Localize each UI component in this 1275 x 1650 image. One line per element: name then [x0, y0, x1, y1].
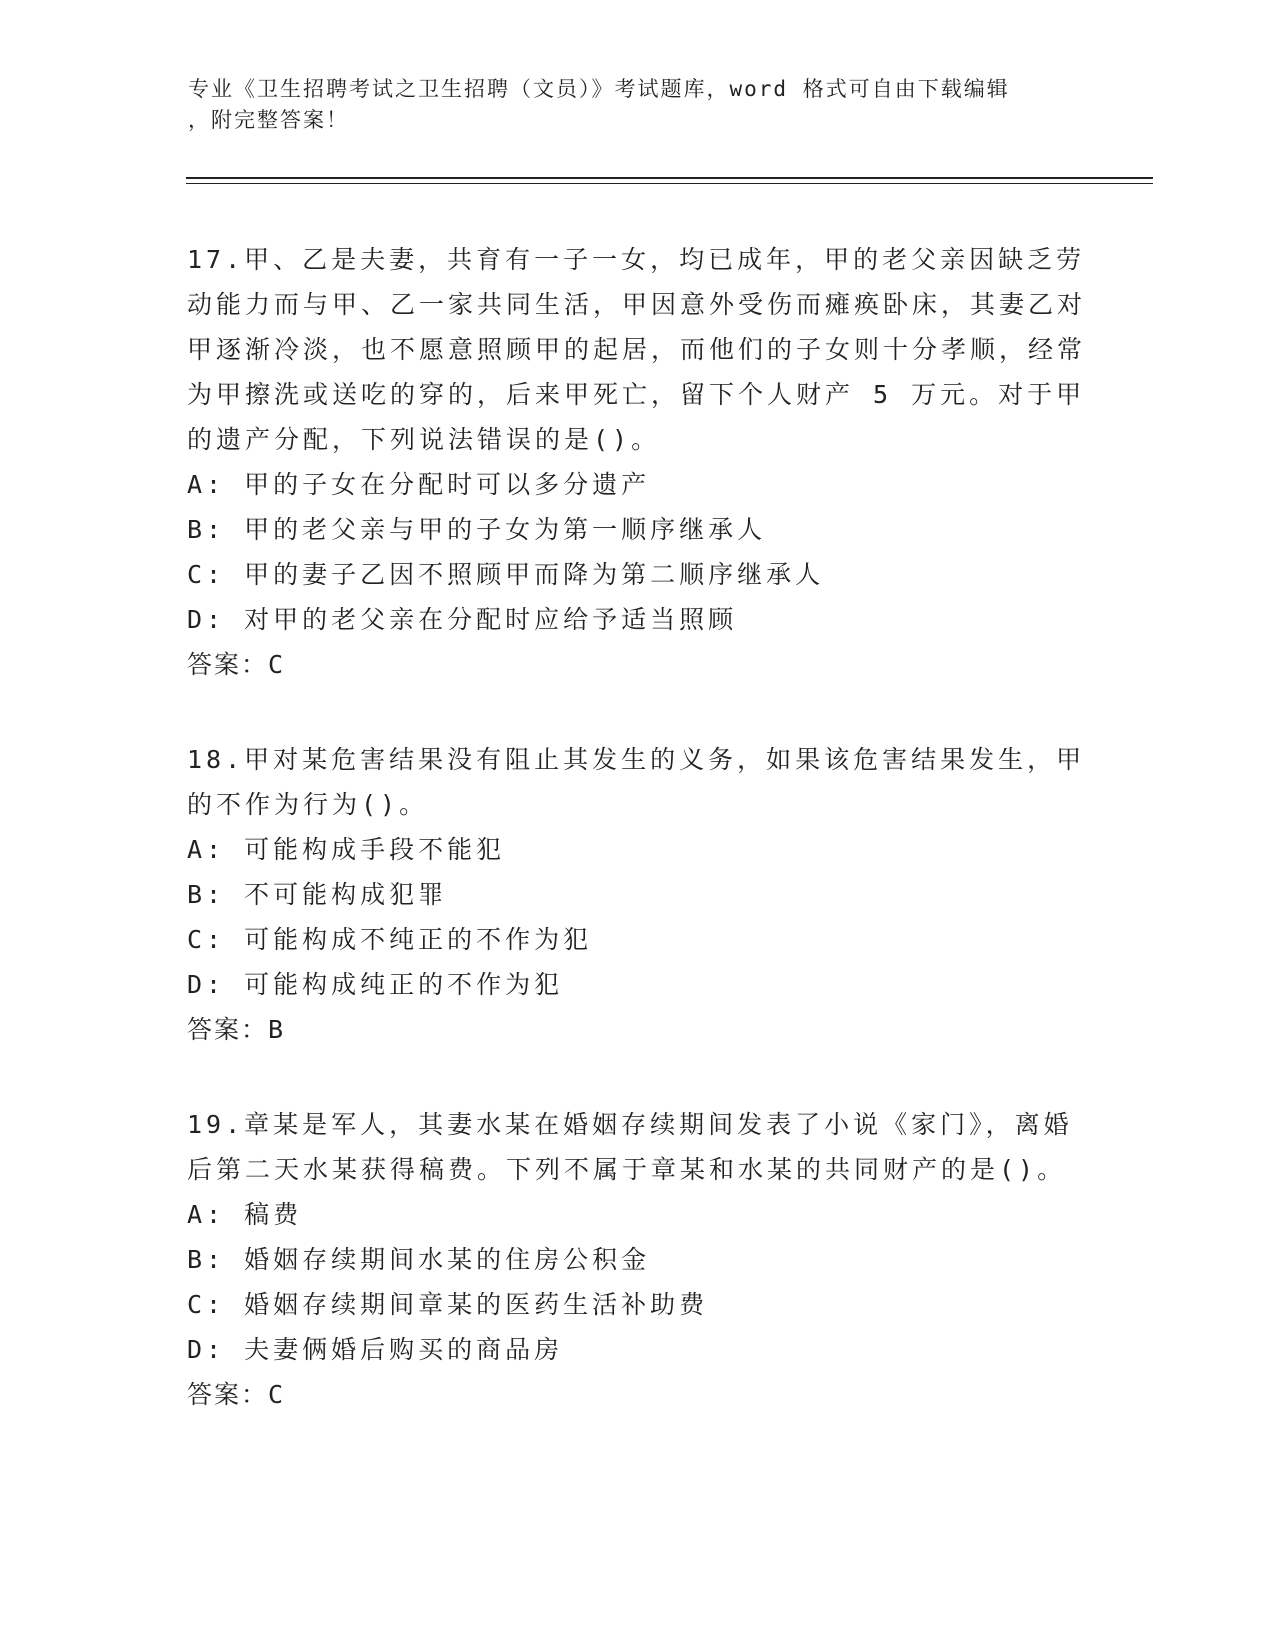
question-stem: 18.甲对某危害结果没有阻止其发生的义务，如果该危害结果发生，甲的不作为行为()。: [187, 745, 1086, 819]
answer-line: 答案：C: [187, 1380, 286, 1409]
option-a: A: 甲的子女在分配时可以多分遗产: [187, 470, 651, 499]
option-a: A: 稿费: [187, 1200, 303, 1229]
option-b: B: 不可能构成犯罪: [187, 880, 448, 909]
question-19: [187, 1102, 1087, 1417]
header-divider-thin: [186, 183, 1153, 184]
option-a: A: 可能构成手段不能犯: [187, 835, 506, 864]
option-c: C: 甲的妻子乙因不照顾甲而降为第二顺序继承人: [187, 560, 825, 589]
answer-line: 答案：B: [187, 1015, 286, 1044]
option-c: C: 可能构成不纯正的不作为犯: [187, 925, 593, 954]
header-divider-thick: [186, 177, 1153, 179]
header-line-2: ，附完整答案！: [188, 108, 349, 132]
header-line-1: 专业《卫生招聘考试之卫生招聘（文员）》考试题库，word 格式可自由下载编辑: [188, 77, 1010, 101]
option-b: B: 甲的老父亲与甲的子女为第一顺序继承人: [187, 515, 767, 544]
answer-line: 答案：C: [187, 650, 286, 679]
option-b: B: 婚姻存续期间水某的住房公积金: [187, 1245, 651, 1274]
document-header: [188, 74, 1068, 136]
question-stem: 19.章某是军人，其妻水某在婚姻存续期间发表了小说《家门》，离婚后第二天水某获得稿费。下列不属于章某和水某的共同财产的是()。: [187, 1110, 1073, 1184]
option-d: D: 可能构成纯正的不作为犯: [187, 970, 564, 999]
option-d: D: 对甲的老父亲在分配时应给予适当照顾: [187, 605, 738, 634]
question-stem: 17.甲、乙是夫妻，共育有一子一女，均已成年，甲的老父亲因缺乏劳动能力而与甲、乙一家共同生活，甲因意外受伤而瘫痪卧床，其妻乙对甲逐渐冷淡，也不愿意照顾甲的起居，而他们的子女则十分孝顺，经常为甲擦洗或送吃的穿的，后来甲死亡，留下个人财产 5 万元。对于甲的遗产分配，下列说法错误的是()。: [187, 245, 1087, 454]
question-18: [187, 737, 1087, 1052]
question-17: [187, 237, 1087, 687]
option-d: D: 夫妻俩婚后购买的商品房: [187, 1335, 564, 1364]
question-list: [187, 237, 1087, 1467]
option-c: C: 婚姻存续期间章某的医药生活补助费: [187, 1290, 709, 1319]
